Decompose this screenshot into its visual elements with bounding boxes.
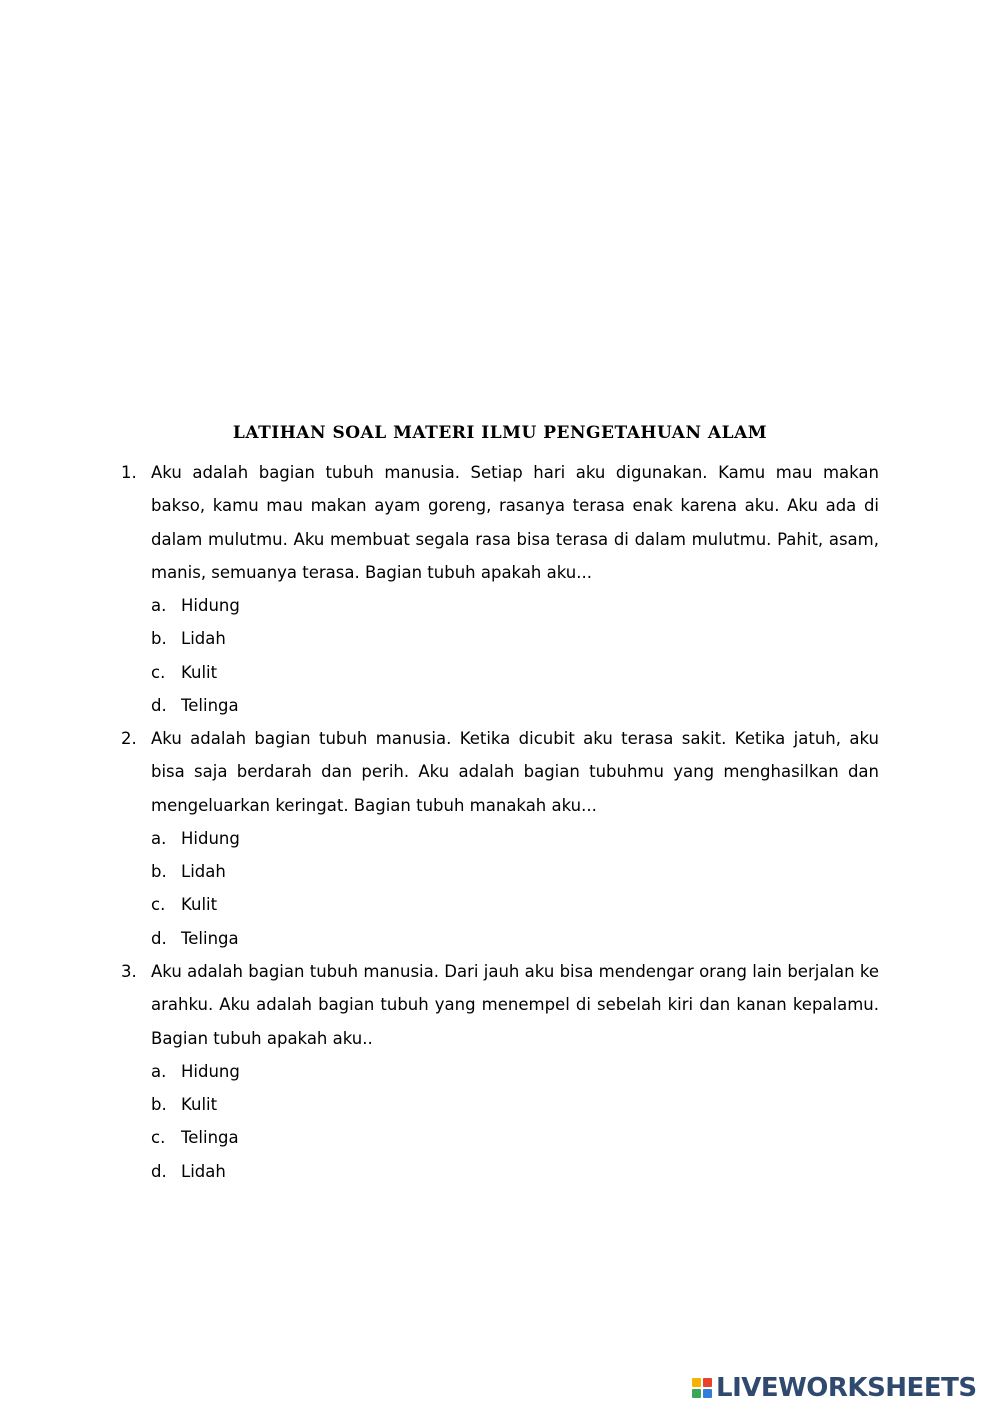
question-text: Aku adalah bagian tubuh manusia. Dari jauh aku bisa mendengar orang lain berjalan ke arahku. Aku adalah bagian tubuh yang menempel di sebelah kiri dan kanan kepalamu. Bagian tubuh apakah aku.. [151,962,879,1048]
option-label: Lidah [181,862,226,882]
answer-option-d[interactable] [151,1155,879,1188]
option-label: Hidung [181,828,240,848]
option-label: Hidung [181,596,240,616]
logo-squares-icon [692,1378,712,1398]
question-text: Aku adalah bagian tubuh manusia. Setiap hari aku digunakan. Kamu mau makan bakso, kamu mau makan ayam goreng, rasanya terasa enak karena aku. Aku ada di dalam mulutmu. Aku membuat segala rasa bisa terasa di dalam mulutmu. Pahit, asam, manis, semuanya terasa. Bagian tubuh apakah aku... [151,463,879,582]
answer-options [151,1055,879,1188]
option-letter: c. [151,895,166,915]
question-number: 2. [121,729,137,748]
option-label: Hidung [181,1061,240,1081]
question-1 [121,456,879,722]
answer-options [151,822,879,955]
question-text: Aku adalah bagian tubuh manusia. Ketika dicubit aku terasa sakit. Ketika jatuh, aku bisa saja berdarah dan perih. Aku adalah bagian tubuhmu yang menghasilkan dan mengeluarkan keringat. Bagian tubuh manakah aku... [151,729,879,815]
answer-option-d[interactable] [151,689,879,722]
answer-options [151,589,879,722]
answer-option-a[interactable] [151,1055,879,1088]
option-label: Kulit [181,662,218,682]
question-number: 3. [121,962,137,981]
question-2 [121,722,879,955]
answer-option-a[interactable] [151,589,879,622]
answer-option-a[interactable] [151,822,879,855]
option-letter: b. [151,1095,167,1115]
option-label: Kulit [181,895,218,915]
option-letter: c. [151,1128,166,1148]
option-letter: d. [151,1161,167,1181]
question-number: 1. [121,463,137,482]
answer-option-c[interactable] [151,656,879,689]
option-label: Lidah [181,1161,226,1181]
logo-text: LIVEWORKSHEETS [716,1373,977,1403]
option-letter: d. [151,696,167,716]
option-label: Telinga [181,1128,239,1148]
answer-option-b[interactable] [151,622,879,655]
option-letter: a. [151,596,167,616]
option-letter: a. [151,1061,167,1081]
option-letter: a. [151,828,167,848]
option-label: Telinga [181,928,239,948]
option-letter: d. [151,928,167,948]
option-letter: b. [151,862,167,882]
option-label: Kulit [181,1095,218,1115]
answer-option-d[interactable] [151,922,879,955]
answer-option-b[interactable] [151,855,879,888]
answer-option-b[interactable] [151,1088,879,1121]
option-label: Lidah [181,629,226,649]
option-label: Telinga [181,696,239,716]
liveworksheets-logo[interactable] [692,1373,977,1403]
answer-option-c[interactable] [151,1121,879,1154]
option-letter: c. [151,662,166,682]
answer-option-c[interactable] [151,888,879,921]
option-letter: b. [151,629,167,649]
question-3 [121,955,879,1188]
page-title: LATIHAN SOAL MATERI ILMU PENGETAHUAN ALAM [232,423,768,443]
